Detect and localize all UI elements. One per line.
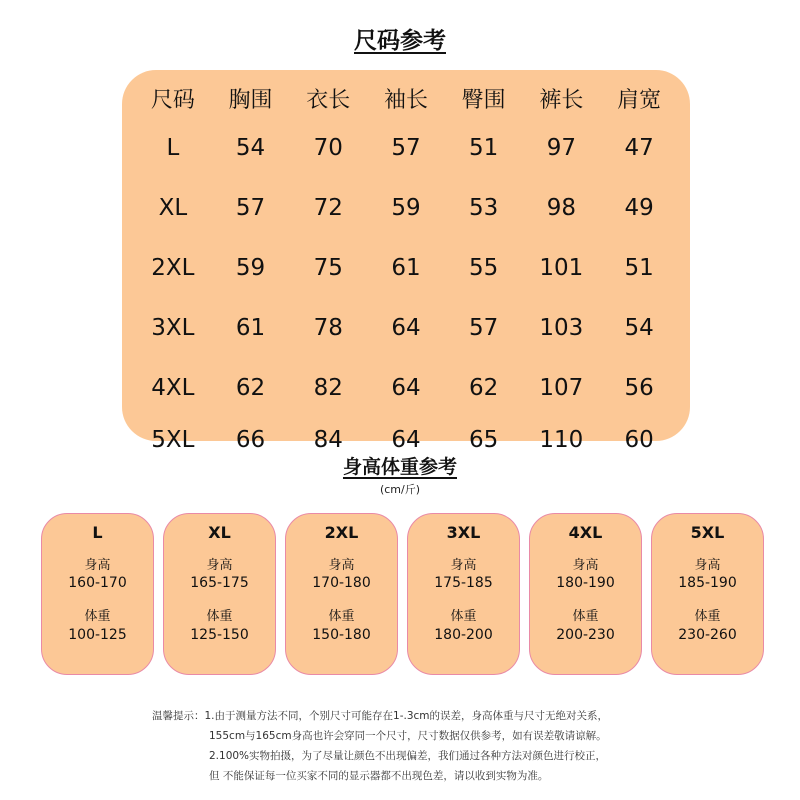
card-weight-value: 230-260 (678, 627, 737, 643)
table-row (134, 118, 678, 178)
table-cell: 54 (235, 135, 266, 161)
size-card-l (41, 513, 154, 675)
card-weight-label: 体重 (84, 609, 111, 624)
size-card-2xl (285, 513, 398, 675)
table-cell: 51 (469, 135, 499, 161)
note-line: 温馨提示：1.由于测量方法不同，个别尺寸可能存在1-.3cm的误差，身高体重与尺寸无绝对关系， (152, 710, 609, 722)
table-cell: XL (158, 195, 188, 221)
body-reference-unit: (cm/斤) (379, 483, 421, 496)
card-height-value: 160-170 (68, 575, 127, 591)
header-size: 尺码 (150, 87, 195, 113)
table-cell: 57 (235, 195, 266, 221)
table-cell: 84 (313, 427, 343, 453)
table-cell: L (166, 135, 180, 161)
notes (152, 706, 772, 786)
card-height-label: 身高 (450, 558, 477, 573)
table-cell: 64 (391, 315, 421, 341)
table-cell: 51 (624, 255, 654, 281)
note-line: 2.100%实物拍摄，为了尽量让颜色不出现偏差，我们通过各种方法对颜色进行校正， (209, 750, 607, 762)
card-height-value: 180-190 (556, 575, 615, 591)
card-weight-value: 100-125 (68, 627, 127, 643)
table-cell: 49 (624, 195, 654, 221)
table-cell: 57 (469, 315, 499, 341)
table-cell: 54 (624, 315, 654, 341)
table-cell: 65 (469, 427, 499, 453)
table-cell: 64 (391, 427, 421, 453)
table-cell: 98 (546, 195, 576, 221)
table-cell: 61 (391, 255, 421, 281)
header-shoulder: 肩宽 (617, 87, 662, 113)
size-chart-header-row (134, 78, 678, 118)
table-cell: 72 (313, 195, 343, 221)
card-height-value: 165-175 (190, 575, 249, 591)
table-cell: 78 (313, 315, 343, 341)
card-weight-label: 体重 (572, 609, 599, 624)
table-row (134, 238, 678, 298)
header-length: 衣长 (306, 87, 351, 113)
card-weight-value: 125-150 (190, 627, 249, 643)
size-chart-title: 尺码参考 (354, 28, 446, 54)
size-card-3xl (407, 513, 520, 675)
card-size: 2XL (324, 523, 359, 542)
table-cell: 75 (313, 255, 343, 281)
size-chart-table (134, 78, 678, 462)
card-height-value: 170-180 (312, 575, 371, 591)
card-height-value: 185-190 (678, 575, 737, 591)
card-weight-label: 体重 (450, 609, 477, 624)
card-size: 3XL (446, 523, 481, 542)
table-cell: 4XL (151, 375, 195, 401)
table-cell: 47 (624, 135, 654, 161)
table-cell: 70 (313, 135, 343, 161)
table-cell: 5XL (151, 427, 195, 453)
table-cell: 62 (235, 375, 266, 401)
size-card-xl (163, 513, 276, 675)
note-line: 但 不能保证每一位买家不同的显示器都不出现色差，请以收到实物为准。 (209, 770, 549, 782)
table-cell: 59 (235, 255, 266, 281)
table-cell: 62 (469, 375, 499, 401)
card-weight-label: 体重 (206, 609, 233, 624)
table-cell: 101 (539, 255, 584, 281)
header-hip: 臀围 (461, 87, 506, 113)
size-chart-table-panel (122, 70, 690, 453)
card-size: XL (208, 523, 231, 542)
table-row (134, 298, 678, 358)
table-cell: 61 (235, 315, 266, 341)
table-cell: 57 (391, 135, 421, 161)
table-cell: 2XL (151, 255, 195, 281)
table-cell: 107 (539, 375, 584, 401)
table-cell: 66 (235, 427, 266, 453)
card-height-label: 身高 (572, 558, 599, 573)
card-height-value: 175-185 (434, 575, 493, 591)
card-height-label: 身高 (206, 558, 233, 573)
header-pants-length: 裤长 (539, 87, 584, 113)
table-cell: 60 (624, 427, 654, 453)
card-weight-value: 200-230 (556, 627, 615, 643)
card-height-label: 身高 (328, 558, 355, 573)
table-cell: 97 (546, 135, 576, 161)
table-cell: 55 (469, 255, 499, 281)
header-chest: 胸围 (228, 87, 273, 113)
table-cell: 64 (391, 375, 421, 401)
note-line: 155cm与165cm身高也许会穿同一个尺寸，尺寸数据仅供参考，如有误差敬请谅解。 (209, 730, 607, 742)
card-size: 5XL (690, 523, 725, 542)
card-size: L (92, 523, 103, 542)
card-height-label: 身高 (694, 558, 721, 573)
size-card-5xl (651, 513, 764, 675)
card-weight-value: 150-180 (312, 627, 371, 643)
card-weight-label: 体重 (694, 609, 721, 624)
size-card-4xl (529, 513, 642, 675)
table-cell: 53 (469, 195, 499, 221)
table-cell: 82 (313, 375, 343, 401)
table-cell: 59 (391, 195, 421, 221)
card-weight-label: 体重 (328, 609, 355, 624)
table-cell: 3XL (151, 315, 195, 341)
body-reference-title: 身高体重参考 (342, 456, 457, 478)
body-reference-cards (41, 513, 771, 677)
header-sleeve: 袖长 (383, 87, 428, 113)
table-cell: 56 (624, 375, 654, 401)
card-height-label: 身高 (84, 558, 111, 573)
card-weight-value: 180-200 (434, 627, 493, 643)
table-cell: 103 (539, 315, 584, 341)
table-row (134, 178, 678, 238)
card-size: 4XL (568, 523, 603, 542)
table-row (134, 358, 678, 418)
table-cell: 110 (539, 427, 584, 453)
